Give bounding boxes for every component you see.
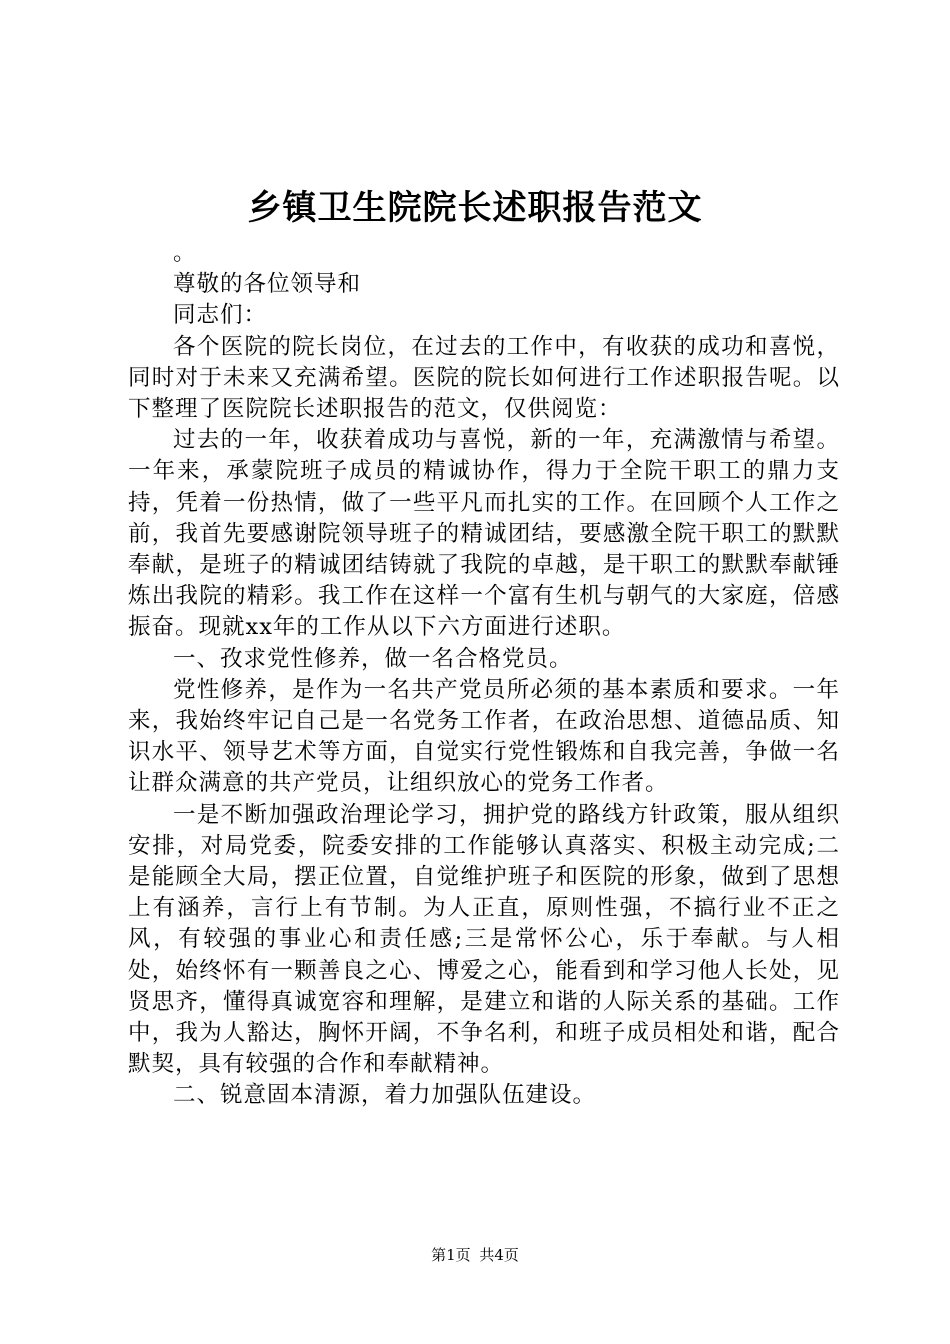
paragraph: 各个医院的院长岗位，在过去的工作中，有收获的成功和喜悦，同时对于未来又充满希望。医院的院长如何进行工作述职报告呢。以下整理了医院院长述职报告的范文，仅供阅览： [128, 333, 840, 423]
paragraph: 同志们： [173, 302, 268, 329]
paragraph: 党性修养，是作为一名共产党员所必须的基本素质和要求。一年来，我始终牢记自己是一名党务工作者，在政治思想、道德品质、知识水平、领导艺术等方面，自觉实行党性锻炼和自我完善，争做一名让群众满意的共产党员，让组织放心的党务工作者。 [128, 676, 840, 797]
paragraph: 一是不断加强政治理论学习，拥护党的路线方针政策，服从组织安排，对局党委，院委安排的工作能够认真落实、积极主动完成;二是能顾全大局，摆正位置，自觉维护班子和医院的形象，做到了思想上有涵养，言行上有节制。为人正直，原则性强，不搞行业不正之风，有较强的事业心和责任感;三是常怀公心，乐于奉献。与人相处，始终怀有一颗善良之心、博爱之心，能看到和学习他人长处，见贤思齐，懂得真诚宽容和理解，是建立和谐的人际关系的基础。工作中，我为人豁达，胸怀开阔，不争名利，和班子成员相处和谐，配合默契，具有较强的合作和奉献精神。 [128, 801, 840, 1078]
document-body [128, 238, 840, 1112]
paragraph: 过去的一年，收获着成功与喜悦，新的一年，充满激情与希望。一年来，承蒙院班子成员的精诚协作，得力于全院干职工的鼎力支持，凭着一份热情，做了一些平凡而扎实的工作。在回顾个人工作之前，我首先要感谢院领导班子的精诚团结，要感激全院干职工的默默奉献，是班子的精诚团结铸就了我院的卓越，是干职工的默默奉献锤炼出我院的精彩。我工作在这样一个富有生机与朝气的大家庭，倍感振奋。现就xx年的工作从以下六方面进行述职。 [128, 427, 840, 641]
paragraph: 尊敬的各位领导和 [173, 271, 362, 298]
paragraph: 。 [173, 240, 197, 266]
page-footer [0, 1243, 950, 1267]
section-heading: 一、孜求党性修养，做一名合格党员。 [173, 645, 573, 672]
section-heading: 二、锐意固本清源，着力加强队伍建设。 [173, 1082, 597, 1109]
document-title: 乡镇卫生院院长述职报告范文 [247, 188, 703, 228]
page-number: 第1页 [431, 1246, 471, 1264]
page-total: 共4页 [479, 1246, 519, 1264]
